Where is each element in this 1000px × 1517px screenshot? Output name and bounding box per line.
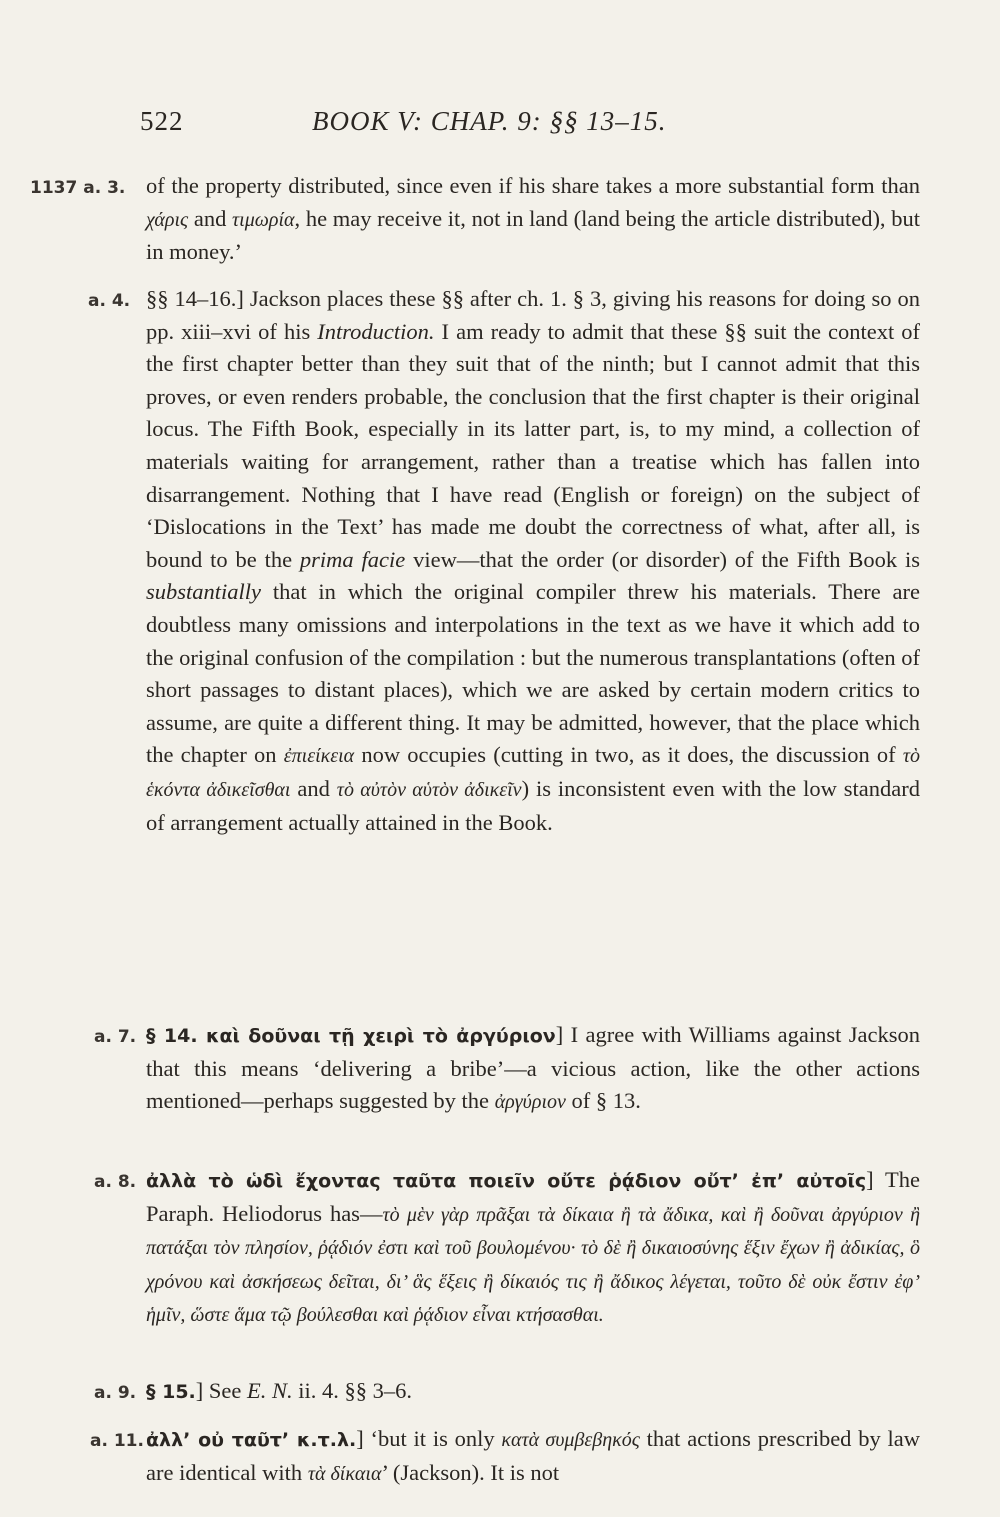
note-text-run: ] See bbox=[195, 1378, 248, 1403]
note-text-run: , he may receive it, not in land (land being the article distributed), but in money.’ bbox=[146, 205, 920, 265]
note-text bbox=[146, 1164, 920, 1332]
greek-text: ἀργύριον bbox=[494, 1091, 566, 1114]
line-reference: a. 11. bbox=[90, 1431, 144, 1451]
note-text bbox=[146, 1375, 920, 1409]
line-reference: a. 8. bbox=[94, 1172, 137, 1192]
line-reference: a. 7. bbox=[94, 1027, 137, 1047]
line-reference: 1137 a. 3. bbox=[30, 178, 126, 198]
note-text-run: of the property distributed, since even if his share takes a more substantial form than bbox=[146, 173, 920, 198]
line-reference: a. 4. bbox=[88, 291, 131, 311]
note-text-run: ) is inconsistent even with the low standard of arrangement actually attained in the Book. bbox=[146, 775, 920, 835]
note-text bbox=[146, 1423, 920, 1490]
note-text-run: substantially bbox=[146, 579, 262, 605]
note-text bbox=[146, 1019, 920, 1119]
page-number: 522 bbox=[140, 106, 184, 136]
running-title: BOOK V: CHAP. 9: §§ 13–15. bbox=[312, 106, 667, 136]
note-text-run: I am ready to admit that these §§ suit the context of the first chapter better than they suit that of the ninth; but I cannot admit that this proves, or even renders probable, the conclusion that the first chapter is their original locus. The Fifth Book, especially in its latter part, is, to my mind, a collection of materials waiting for arrangement, rather than a treatise which has fallen into disarrangement. Nothing that I have read (English or foreign) on the subject of ‘Dislocations in the Text’ has made me doubt the correctness of what, after all, is bound to be the bbox=[146, 318, 920, 572]
note-text bbox=[146, 283, 920, 839]
note-text-run: that actions prescribed by law are identical with bbox=[146, 1426, 920, 1485]
note-text-run: §§ 14–16.] Jackson places these §§ after ch. 1. § 3, giving his reasons for doing so on pp. xiii–xvi of his bbox=[146, 286, 920, 344]
note-text-run: view—that the order (or disorder) of the Fifth Book is bbox=[405, 546, 920, 572]
greek-text: τὸ αὐτὸν αὑτὸν ἀδικεῖν bbox=[336, 778, 522, 801]
greek-text: κατὰ συμβεβηκός bbox=[501, 1429, 640, 1451]
greek-text: τὸ ἑκόντα ἀδικεῖσθαι bbox=[146, 745, 920, 801]
line-reference: a. 9. bbox=[94, 1383, 137, 1403]
note-text-run: now occupies (cutting in two, as it does, the discussion of bbox=[354, 742, 903, 768]
note-text-run: prima facie bbox=[299, 546, 406, 572]
greek-text: ἐπιείκεια bbox=[283, 745, 355, 768]
note-text-run: Introduction. bbox=[317, 318, 435, 344]
note-text-run: and bbox=[290, 775, 337, 801]
note-text bbox=[146, 170, 920, 269]
note-lemma: ἀλλὰ τὸ ὡδὶ ἔχοντας ταῦτα ποιεῖν οὔτε ῥᾴδιον οὔτ’ ἐπ’ αὐτοῖς bbox=[146, 1170, 867, 1192]
note-text-run: ] The Paraph. Heliodorus has— bbox=[146, 1167, 920, 1226]
note-text-run: ] ‘but it is only bbox=[356, 1426, 502, 1451]
note-lemma: § 15. bbox=[146, 1381, 196, 1403]
greek-text: τὰ δίκαια bbox=[307, 1462, 382, 1485]
note-text-run: and bbox=[188, 205, 232, 231]
greek-text: χάρις bbox=[146, 208, 189, 231]
note-lemma: ἀλλ’ οὐ ταῦτ’ κ.τ.λ. bbox=[146, 1429, 357, 1451]
note-text-run: ii. 4. §§ 3–6. bbox=[292, 1378, 413, 1403]
note-text-run: of § 13. bbox=[565, 1088, 641, 1114]
note-text-run: E. N. bbox=[247, 1378, 293, 1403]
greek-text: τὸ μὲν γὰρ πρᾶξαι τὰ δίκαια ἢ τὰ ἄδικα, καὶ ἢ δοῦναι ἀργύριον ἢ πατάξαι τὸν πλησίον, ῥᾴδιόν ἐστι καὶ τοῦ βουλομένου· τὸ δὲ ἢ δικαιοσύνης ἕξιν ἔχων ἢ ἀδικίας, ὃ χρόνου καὶ ἀσκήσεως δεῖται, δι’ ἃς ἕξεις ἢ δίκαιός τις ἢ ἄδικος λέγεται, τοῦτο δὲ οὐκ ἔστιν ἐφ’ ἡμῖν, ὥστε ἅμα τῷ βούλεσθαι καὶ ῥᾴδιον εἶναι κτήσασθαι. bbox=[146, 1203, 920, 1327]
note-lemma: § 14. καὶ δοῦναι τῇ χειρὶ τὸ ἀργύριον bbox=[146, 1025, 556, 1047]
greek-text: τιμωρία bbox=[232, 208, 295, 231]
note-text-run: ] I agree with Williams against Jackson that this means ‘delivering a bribe’—a vicious action, like the other actions mentioned—perhaps suggested by the bbox=[146, 1022, 920, 1114]
note-text-run: that in which the original compiler threw his materials. There are doubtless many omissions and interpolations in the text as we have it which add to the original confusion of the compilation : but the numerous transplantations (often of short passages to distant places), which we are asked by certain modern critics to assume, are quite a different thing. It may be admitted, however, that the place which the chapter on bbox=[146, 579, 920, 768]
note-text-run: ’ (Jackson). It is not bbox=[381, 1459, 560, 1485]
